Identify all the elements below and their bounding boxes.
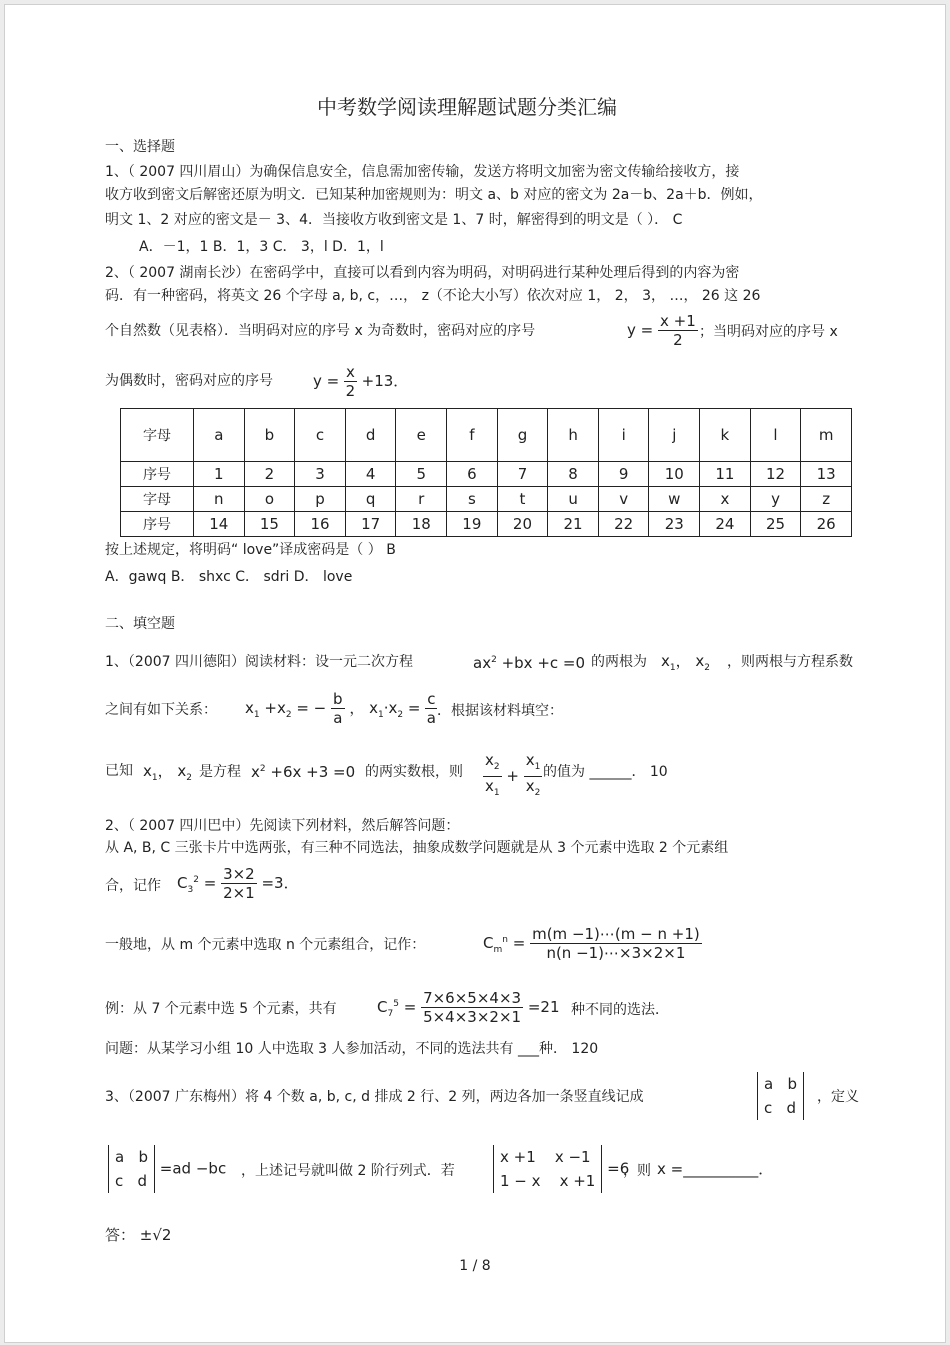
q1-line2: 收方收到密文后解密还原为明文．已知某种加密规则为：明文 a、b 对应的密文为 2a－b、2a＋b．例如， <box>105 187 763 203</box>
f1-line1b: 的两根为 <box>591 654 647 670</box>
q2-options: A．gawq B． shxc C． sdri D． love <box>105 569 353 585</box>
f2-line1: 2、（ 2007 四川巴中）先阅读下列材料，然后解答问题： <box>105 818 460 834</box>
table-header-index: 序号 <box>121 512 194 537</box>
q2-line3a: 个自然数（见表格）．当明码对应的序号 x 为奇数时，密码对应的序号 <box>105 323 536 339</box>
section-heading-choice: 一、选择题 <box>105 139 175 155</box>
table-cell: n <box>194 487 245 512</box>
table-cell: 26 <box>801 512 852 537</box>
table-cell: 23 <box>649 512 700 537</box>
f2-line4a: 一般地，从 m 个元素中选取 n 个元素组合，记作： <box>105 937 426 953</box>
table-cell: h <box>548 409 599 462</box>
table-cell: 7 <box>497 462 548 487</box>
f3-definition: a b c d =ad −bc <box>108 1145 226 1193</box>
q2-line3b: ；当明码对应的序号 x <box>699 324 838 340</box>
table-cell: l <box>750 409 801 462</box>
table-cell: 25 <box>750 512 801 537</box>
table-cell: 16 <box>295 512 346 537</box>
f3-line1b: ，定义 <box>817 1089 859 1105</box>
q2-line4: 为偶数时，密码对应的序号 <box>105 373 273 389</box>
f2-line5a: 例：从 7 个元素中选 5 个元素，共有 <box>105 1001 337 1017</box>
f1-line1a: 1、（2007 四川德阳）阅读材料：设一元二次方程 <box>105 654 413 670</box>
f1-line3c: 的两实数根，则 <box>365 764 463 780</box>
table-cell: 24 <box>700 512 751 537</box>
q1-line3: 明文 1、2 对应的密文是－ 3、4．当接收方收到密文是 1、7 时，解密得到的明文是（ ）． C <box>105 212 683 228</box>
table-cell: z <box>801 487 852 512</box>
q2-line1: 2、（ 2007 湖南长沙）在密码学中，直接可以看到内容为明码，对明码进行某种处理后得到的内容为密 <box>105 265 740 281</box>
letter-index-table <box>120 408 852 537</box>
q1-options: A．－1，1 B．1，3 C． 3，l D．1，l <box>139 239 384 255</box>
f1-line2a: 之间有如下关系： <box>105 702 217 718</box>
table-cell: 8 <box>548 462 599 487</box>
f2-line3a: 合，记作 <box>105 878 161 894</box>
f3-line2a: ，上述记号就叫做 2 阶行列式．若 <box>241 1163 455 1179</box>
table-cell: m <box>801 409 852 462</box>
f3-determinant-symbol: a b c d <box>757 1072 804 1120</box>
table-cell: 1 <box>194 462 245 487</box>
table-cell: 4 <box>345 462 396 487</box>
table-cell: 9 <box>598 462 649 487</box>
f1-roots: $x_1$， $x_2$ <box>661 652 711 673</box>
table-cell: b <box>244 409 295 462</box>
page-number: 1 / 8 <box>459 1258 491 1274</box>
table-cell: g <box>497 409 548 462</box>
table-cell: i <box>598 409 649 462</box>
table-cell: j <box>649 409 700 462</box>
table-header-letter: 字母 <box>121 487 194 512</box>
f3-condition: x +1 x −1 1 − x x +1 =6 <box>493 1145 629 1193</box>
table-cell: 22 <box>598 512 649 537</box>
table-cell: 15 <box>244 512 295 537</box>
table-cell: 12 <box>750 462 801 487</box>
table-cell: 6 <box>447 462 498 487</box>
q2-formula-even: y = $\frac{x}{2}$ +13． <box>313 363 409 400</box>
f2-line2: 从 A, B, C 三张卡片中选两张，有三种不同选法，抽象成数学问题就是从 3 个元素中选取 2 个元素组 <box>105 840 729 856</box>
table-cell: f <box>447 409 498 462</box>
f3-answer: 答： ±√2 <box>105 1226 172 1244</box>
f3-line2b: ，则 <box>623 1163 651 1179</box>
f1-expression: $\frac{x_2}{x_1}$ + $\frac{x_1}{x_2}$ <box>485 751 541 798</box>
table-cell: d <box>345 409 396 462</box>
table-cell: q <box>345 487 396 512</box>
table-cell: k <box>700 409 751 462</box>
f2-line6: 问题：从某学习小组 10 人中选取 3 人参加活动，不同的选法共有 ___种． 120 <box>105 1041 599 1057</box>
f1-line3a: 已知 <box>105 763 133 779</box>
table-header-index: 序号 <box>121 462 194 487</box>
f2-line5b: 种不同的选法． <box>571 1002 669 1018</box>
q2-line2: 码．有一种密码，将英文 26 个字母 a, b, c，…， z（不论大小写）依次对应 1， 2， 3， …， 26 这 26 <box>105 288 761 304</box>
table-cell: v <box>598 487 649 512</box>
table-cell: r <box>396 487 447 512</box>
table-cell: s <box>447 487 498 512</box>
f1-line1c: ，则两根与方程系数 <box>727 654 853 670</box>
f2-c32: $C_3^2$ = $\frac{3\times 2}{2\times 1}$ =3． <box>177 865 299 902</box>
table-cell: 2 <box>244 462 295 487</box>
section-heading-fill: 二、填空题 <box>105 616 175 632</box>
table-cell: u <box>548 487 599 512</box>
table-cell: 20 <box>497 512 548 537</box>
f1-line3b: 是方程 <box>199 764 241 780</box>
table-cell: y <box>750 487 801 512</box>
table-cell: t <box>497 487 548 512</box>
document-page <box>4 4 946 1343</box>
f1-given-roots: $x_1$， $x_2$ <box>143 762 193 783</box>
table-cell: e <box>396 409 447 462</box>
q2-formula-odd: y = $\frac{x +1}{2}$ <box>627 312 696 349</box>
f1-line3d: 的值为 ______． 10 <box>543 764 668 780</box>
f1-equation: $ax^2 +bx +c =0$ <box>473 654 586 672</box>
table-cell: p <box>295 487 346 512</box>
table-cell: w <box>649 487 700 512</box>
f1-given-equation: $x^2 +6x +3 =0$ <box>251 763 356 781</box>
f3-line1a: 3、（2007 广东梅州）将 4 个数 a, b, c, d 排成 2 行、2 列，两边各加一条竖直线记成 <box>105 1089 644 1105</box>
table-cell: 21 <box>548 512 599 537</box>
table-cell: 10 <box>649 462 700 487</box>
f2-c75: $C_7^5$ = $\frac{7\times 6\times 5\times 4\times 3}{5\times 4\times 3\times 2\times 1}$ =21 <box>377 989 560 1026</box>
table-cell: 17 <box>345 512 396 537</box>
f3-blank: x =__________． <box>657 1160 774 1178</box>
table-cell: 11 <box>700 462 751 487</box>
page-title: 中考数学阅读理解题试题分类汇编 <box>317 95 617 119</box>
f1-line2b: ．根据该材料填空： <box>437 703 563 719</box>
table-cell: 14 <box>194 512 245 537</box>
table-cell: 19 <box>447 512 498 537</box>
table-header-letter: 字母 <box>121 409 194 462</box>
table-cell: 3 <box>295 462 346 487</box>
table-cell: c <box>295 409 346 462</box>
f1-vieta: $x_1 +x_2$ = − $\frac{b}{a}$ ， $x_1\cdot x_2$ = $\frac{c}{a}$ <box>245 690 436 727</box>
table-cell: 13 <box>801 462 852 487</box>
table-cell: o <box>244 487 295 512</box>
table-cell: 5 <box>396 462 447 487</box>
q1-line1: 1、（ 2007 四川眉山）为确保信息安全，信息需加密传输，发送方将明文加密为密文传输给接收方，接 <box>105 164 740 180</box>
table-cell: a <box>194 409 245 462</box>
table-cell: 18 <box>396 512 447 537</box>
table-cell: x <box>700 487 751 512</box>
f2-cmn: $C_m^n$ = $\frac{m(m -1)\cdots(m - n +1)}{n(n -1)\cdots\times 3\times 2\times 1}$ <box>483 925 700 962</box>
q2-after: 按上述规定，将明码“ love”译成密码是（ ） B <box>105 542 396 558</box>
